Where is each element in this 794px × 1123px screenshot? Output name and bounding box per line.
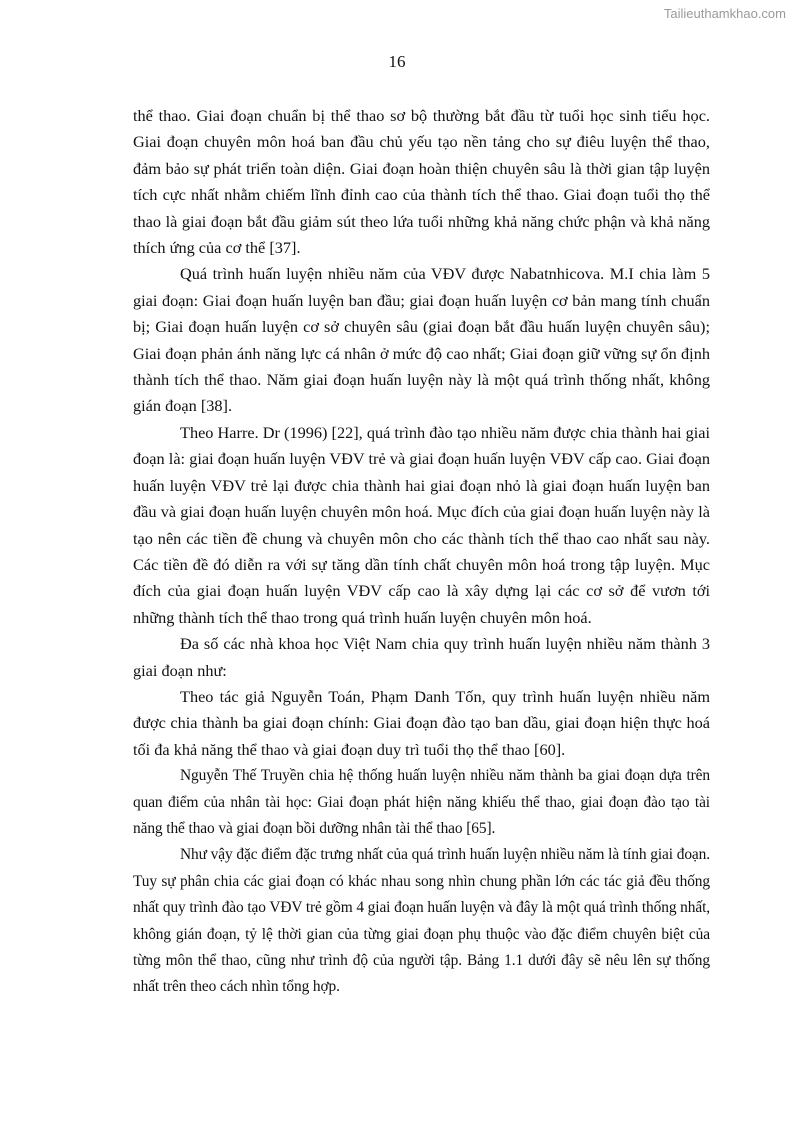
paragraph-vietnam-scientists: Đa số các nhà khoa học Việt Nam chia quy trình huấn luyện nhiều năm thành 3 giai đoạn như:: [133, 634, 710, 680]
watermark-text: Tailieuthamkhao.com: [663, 6, 786, 21]
paragraph-nguyen-toan: Theo tác giả Nguyễn Toán, Phạm Danh Tốn, quy trình huấn luyện nhiều năm được chia thành ba giai đoạn chính: Giai đoạn đào tạo ban dầu, giai đoạn hiện thực hoá tối đa khả năng thể thao và giai đoạn duy trì tuổi thọ thể thao [60].: [133, 686, 710, 759]
document-body: [133, 103, 710, 1001]
paragraph-conclusion: Như vậy đặc điểm đặc trưng nhất của quá trình huấn luyện nhiều năm là tính giai đoạn. Tuy sự phân chia các giai đoạn có khác nhau song nhìn chung phần lớn các tác giả đều thống nhất quy trình đào tạo VĐV trẻ gồm 4 giai đoạn huấn luyện và đây là một quá trình thống nhất, không gián đoạn, tỷ lệ thời gian của từng giai đoạn phụ thuộc vào đặc điểm chuyên biệt của từng môn thể thao, cũng như trình độ của người tập. Bảng 1.1 dưới đây sẽ nêu lên sự thống nhất trên theo cách nhìn tổng hợp.: [133, 846, 711, 996]
page-number: 16: [388, 52, 406, 71]
paragraph-continuation: thể thao. Giai đoạn chuẩn bị thể thao sơ bộ thường bắt đầu từ tuổi học sinh tiểu học. Giai đoạn chuyên môn hoá ban đầu chủ yếu tạo nền tảng cho sự điêu luyện thể thao, đảm bảo sự phát triển toàn diện. Giai đoạn hoàn thiện chuyên sâu là thời gian tập luyện tích cực nhất nhằm chiếm lĩnh đỉnh cao của thành tích thể thao. Giai đoạn tuổi thọ thể thao là giai đoạn bắt đầu giảm sút theo lứa tuổi những khả năng chức phận và khả năng thích ứng của cơ thể [37].: [133, 106, 710, 258]
paragraph-nguyen-the-truyen: Nguyễn Thế Truyền chia hệ thống huấn luyện nhiều năm thành ba giai đoạn dựa trên quan điểm của nhân tài học: Giai đoạn phát hiện năng khiếu thể thao, giai đoạn đào tạo tài năng thể thao và giai đoạn bồi dưỡng nhân tài thể thao [65].: [133, 767, 710, 837]
paragraph-harre: Theo Harre. Dr (1996) [22], quá trình đào tạo nhiều năm được chia thành hai giai đoạn là: giai đoạn huấn luyện VĐV trẻ và giai đoạn huấn luyện VĐV cấp cao. Giai đoạn huấn luyện VĐV trẻ lại được chia thành hai giai đoạn nhỏ là giai đoạn huấn luyện ban đầu và giai đoạn huấn luyện chuyên môn hoá. Mục đích của giai đoạn huấn luyện này là tạo nên các tiền đề chung và chuyên môn cho các thành tích thể thao cao nhất sau này. Các tiền đề đó diễn ra với sự tăng dần tính chất chuyên môn hoá trong tập luyện. Mục đích của giai đoạn huấn luyện VĐV cấp cao là xây dựng lại các cơ sở để vươn tới những thành tích thể thao trong quá trình huấn luyện chuyên môn hoá.: [133, 422, 710, 627]
paragraph-nabatnhicova: Quá trình huấn luyện nhiều năm của VĐV được Nabatnhicova. M.I chia làm 5 giai đoạn: Giai đoạn huấn luyện ban đầu; giai đoạn huấn luyện cơ bản mang tính chuẩn bị; Giai đoạn huấn luyện cơ sở chuyên sâu (giai đoạn bắt đầu huấn luyện chuyên sâu); Giai đoạn phản ánh năng lực cá nhân ở mức độ cao nhất; Giai đoạn giữ vững sự ổn định thành tích thể thao. Năm giai đoạn huấn luyện này là một quá trình thống nhất, không gián đoạn [38].: [133, 264, 710, 416]
